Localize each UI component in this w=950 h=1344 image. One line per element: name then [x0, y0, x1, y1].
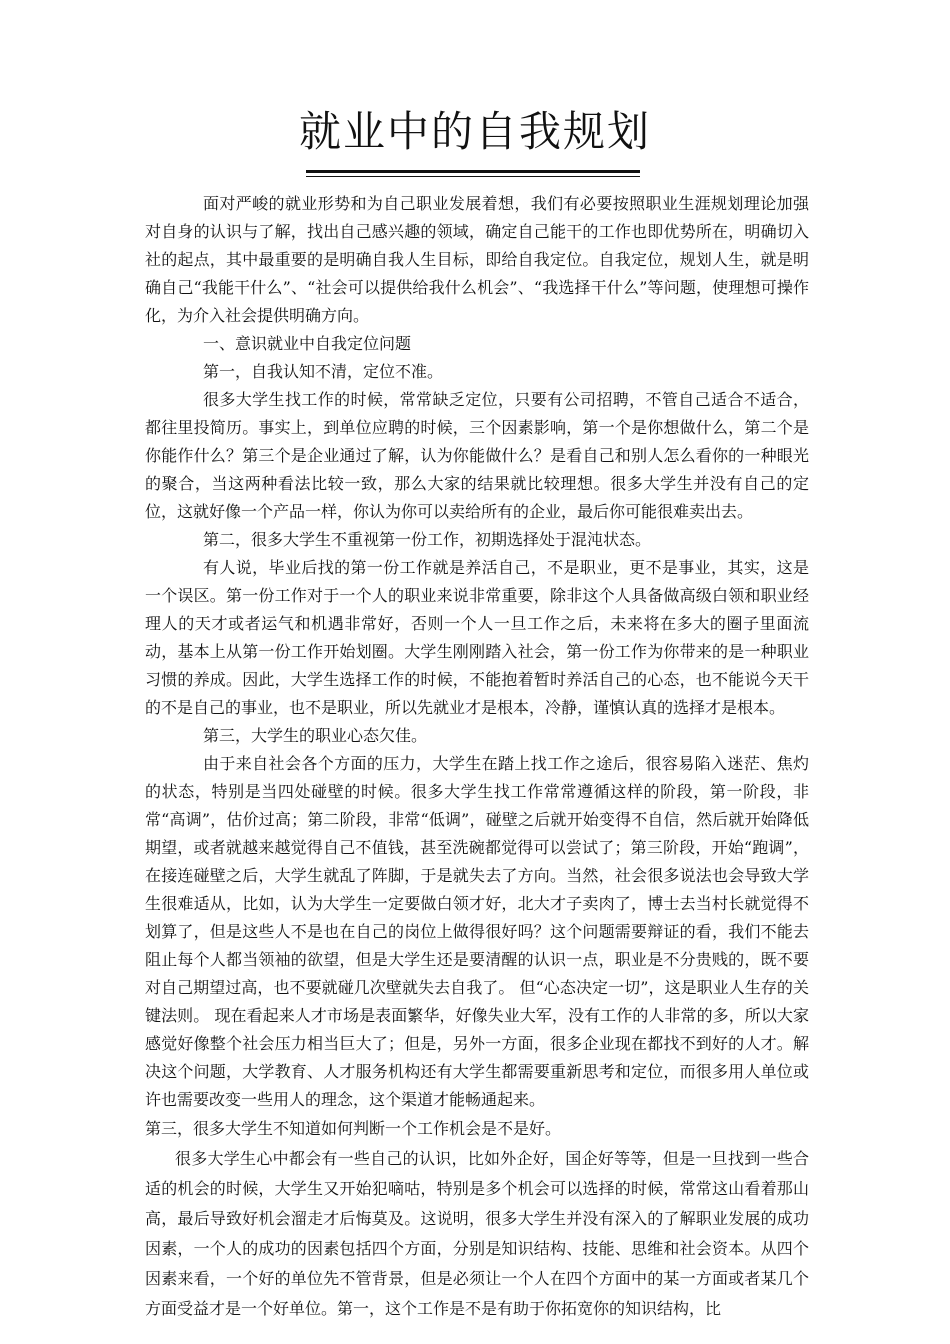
- title-underline-thin: [306, 176, 640, 177]
- subheading-third: 第三，大学生的职业心态欠佳。: [203, 726, 428, 745]
- paragraph-first-job: 有人说，毕业后找的第一份工作就是养活自己，不是职业，更不是事业，其实，这是一个误区。第一份工作对于一个人的职业来说非常重要，除非这个人具备做高级白领和职业经理人的天才或者运气和机遇非常好，否则一个人一旦工作之后，未来将在多大的圈子里面流动，基本上从第一份工作开始划圈。大学生刚刚踏入社会，第一份工作为你带来的是一种职业习惯的养成。因此，大学生选择工作的时候，不能抱着暂时养活自己的心态，也不能说今天干的不是自己的事业，也不是职业，所以先就业才是根本，冷静，谨慎认真的选择才是根本。: [145, 558, 809, 717]
- title-underline-thick: [306, 170, 640, 173]
- paragraph-self-awareness: 很多大学生找工作的时候，常常缺乏定位，只要有公司招聘，不管自己适合不适合，都往里投简历。事实上，到单位应聘的时候，三个因素影响，第一个是你想做什么，第二个是你能作什么？第三个是企业通过了解，认为你能做什么？是看自己和别人怎么看你的一种眼光的聚合，当这两种看法比较一致，那么大家的结果就比较理想。很多大学生并没有自己的定位，这就好像一个产品一样，你认为你可以卖给所有的企业，最后你可能很难卖出去。: [145, 390, 809, 521]
- page-title: 就业中的自我规划: [298, 107, 651, 156]
- document-body: [145, 190, 809, 1324]
- paragraph-judge-opportunity: 很多大学生心中都会有一些自己的认识，比如外企好，国企好等等，但是一旦找到一些合适的机会的时候，大学生又开始犯嘀咕，特别是多个机会可以选择的时候，常常这山看着那山高，最后导致好机会溜走才后悔莫及。这说明，很多大学生并没有深入的了解职业发展的成功因素，一个人的成功的因素包括四个方面，分别是知识结构、技能、思维和社会资本。从四个因素来看，一个好的单位先不管背景，但是必须让一个人在四个方面中的某一方面或者某几个方面受益才是一个好单位。第一，这个工作是不是有助于你拓宽你的知识结构，比: [145, 1149, 809, 1318]
- paragraph-mindset: 由于来自社会各个方面的压力，大学生在踏上找工作之途后，很容易陷入迷茫、焦灼的状态，特别是当四处碰壁的时候。很多大学生找工作常常遵循这样的阶段，第一阶段，非常“高调”，估价过高；第二阶段，非常“低调”，碰壁之后就开始变得不自信，然后就开始降低期望，或者就越来越觉得自己不值钱，甚至洗碗都觉得可以尝试了；第三阶段，开始“跑调”，在接连碰壁之后，大学生就乱了阵脚，于是就失去了方向。当然，社会很多说法也会导致大学生很难适从，比如，认为大学生一定要做白领才好，北大才子卖肉了，博士去当村长就觉得不划算了，但是这些人不是也在自己的岗位上做得很好吗？这个问题需要辩证的看，我们不能去阻止每个人都当领袖的欲望，但是大学生还是要清醒的认识一点，职业是不分贵贱的，既不要对自己期望过高，也不要就碰几次壁就失去自我了。 但“心态决定一切”，这是职业人生存的关键法则。 现在看起来人才市场是表面繁华，好像失业大军，没有工作的人非常的多，所以大家感觉好像整个社会压力相当巨大了；但是，另外一方面，很多企业现在都找不到好的人才。解决这个问题，大学教育、人才服务机构还有大学生都需要重新思考和定位，而很多用人单位或许也需要改变一些用人的理念，这个渠道才能畅通起来。: [145, 754, 809, 1109]
- section-heading: 一、意识就业中自我定位问题: [203, 334, 412, 353]
- paragraph-intro: 面对严峻的就业形势和为自己职业发展着想，我们有必要按照职业生涯规划理论加强对自身的认识与了解，找出自己感兴趣的领域，确定自己能干的工作也即优势所在，明确切入社的起点，其中最重要的是明确自我人生目标，即给自我定位。自我定位，规划人生，就是明确自己“我能干什么”、“社会可以提供给我什么机会”、“我选择干什么”等问题，使理想可操作化，为介入社会提供明确方向。: [145, 194, 809, 325]
- subheading-first: 第一，自我认知不清，定位不准。: [203, 362, 444, 381]
- subheading-judge-opportunity: 第三，很多大学生不知道如何判断一个工作机会是不是好。: [145, 1119, 562, 1138]
- subheading-second: 第二，很多大学生不重视第一份工作，初期选择处于混沌状态。: [203, 530, 652, 549]
